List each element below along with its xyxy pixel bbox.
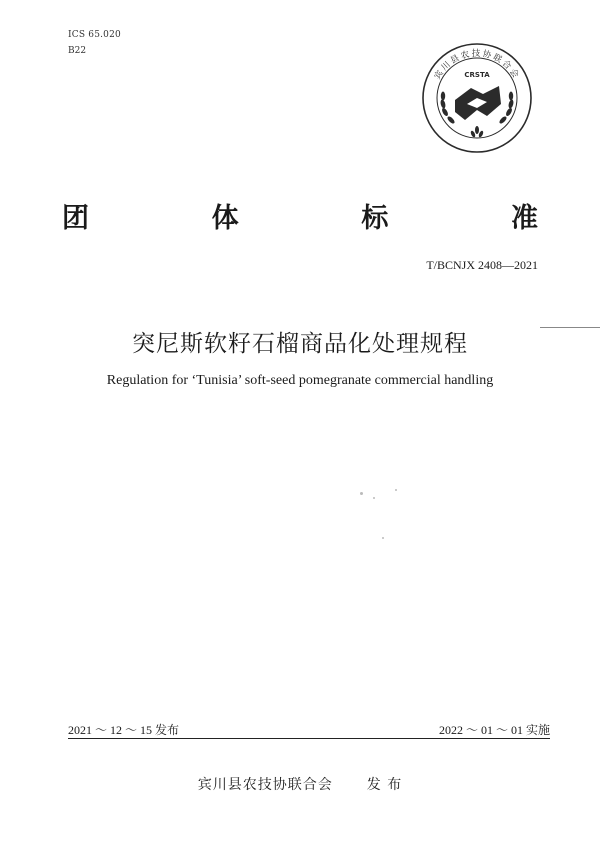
ics-code: ICS 65.020 bbox=[68, 30, 121, 40]
date-rule bbox=[68, 738, 550, 739]
standard-number: T/BCNJX 2408—2021 bbox=[426, 258, 538, 272]
title-english: Regulation for ‘Tunisia’ soft-seed pomegranate commercial handling bbox=[106, 373, 494, 388]
logo-abbr: CRSTA bbox=[464, 71, 490, 79]
standard-type bbox=[62, 196, 540, 235]
standard-type-char: 准 bbox=[510, 203, 540, 234]
issuer-name: 宾川县农技协联合会 bbox=[197, 777, 333, 793]
association-logo bbox=[421, 42, 533, 154]
ccs-code: B22 bbox=[68, 46, 87, 56]
wheat-right-icon bbox=[498, 92, 514, 125]
handshake-emblem-icon bbox=[455, 86, 501, 120]
scan-speck bbox=[382, 537, 384, 539]
wheat-left-icon bbox=[440, 92, 456, 125]
scan-speck bbox=[373, 497, 375, 499]
implement-date: 2022 ～ 01 ～ 01 实施 bbox=[438, 723, 550, 737]
standard-type-char: 团 bbox=[62, 203, 91, 234]
scan-speck bbox=[360, 492, 363, 495]
title-chinese: 突尼斯软籽石榴商品化处理规程 bbox=[132, 331, 468, 357]
scan-speck bbox=[395, 489, 397, 491]
publish-date: 2021 ～ 12 ～ 15 发布 bbox=[68, 723, 180, 737]
standard-type-char: 体 bbox=[211, 203, 241, 234]
logo-ring-text: 宾川县农技协联合会 bbox=[432, 49, 522, 82]
issuer-action: 发 布 bbox=[366, 777, 403, 793]
issuer-line bbox=[0, 774, 600, 794]
wheat-bottom-icon bbox=[470, 126, 484, 138]
standard-type-char: 标 bbox=[361, 203, 391, 234]
